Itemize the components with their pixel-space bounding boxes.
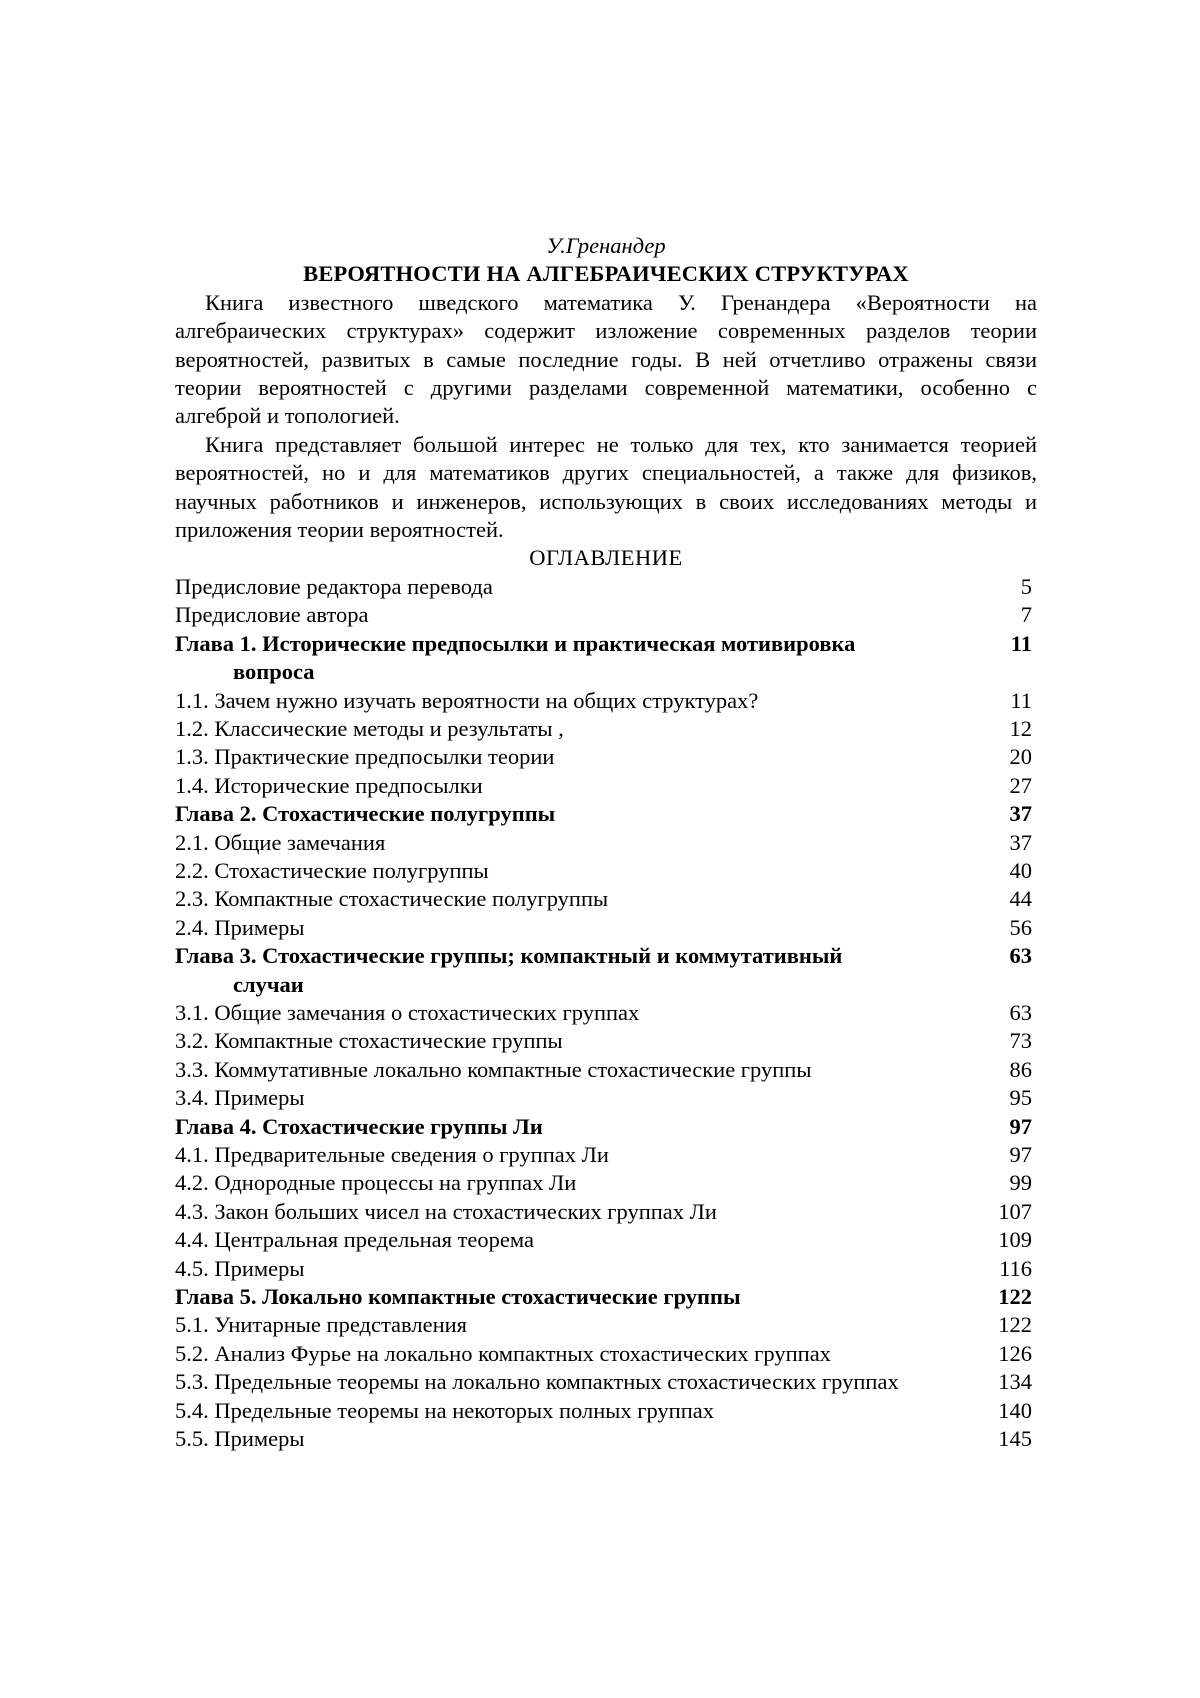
toc-entry-page: 73 xyxy=(1009,1028,1032,1054)
toc-entry-title: Глава 4. Стохастические группы Ли xyxy=(175,1113,543,1139)
toc-entry-page: 37 xyxy=(1009,801,1032,827)
toc-section-entry xyxy=(175,1198,1037,1226)
toc-section-entry xyxy=(175,1425,1037,1453)
toc-entry-title: 4.5. Примеры xyxy=(175,1255,305,1281)
toc-section-entry xyxy=(175,1141,1037,1169)
toc-section-entry xyxy=(175,999,1037,1027)
toc-entry-page: 107 xyxy=(998,1198,1032,1224)
toc-chapter-entry xyxy=(175,630,1037,687)
toc-section-entry xyxy=(175,829,1037,857)
toc-entry-page: 63 xyxy=(1009,943,1032,969)
toc-entry-title: 4.1. Предварительные сведения о группах Ли xyxy=(175,1142,609,1167)
toc-entry-title: 4.4. Центральная предельная теорема xyxy=(175,1227,534,1253)
toc-section-entry xyxy=(175,1340,1037,1368)
toc-section-entry xyxy=(175,1226,1037,1254)
toc-entry-page: 86 xyxy=(1009,1056,1032,1082)
toc-entry-title: 4.2. Однородные процессы на группах Ли xyxy=(175,1170,577,1196)
toc-entry-title: Глава 2. Стохастические полугруппы xyxy=(175,801,556,827)
book-author: У.Гренандер xyxy=(546,233,666,258)
toc-entry-page: 126 xyxy=(998,1340,1032,1366)
toc-entry-page: 145 xyxy=(998,1426,1032,1452)
toc-entry-title: 5.5. Примеры xyxy=(175,1426,305,1452)
toc-entry-page: 44 xyxy=(1009,886,1032,912)
toc-section-entry xyxy=(175,857,1037,885)
toc-entry-page: 5 xyxy=(1020,573,1032,599)
toc-section-entry xyxy=(175,1397,1037,1425)
toc-entry-title: 5.4. Предельные теоремы на некоторых полных группах xyxy=(175,1397,715,1423)
toc-entry-page: 97 xyxy=(1009,1113,1032,1139)
toc-entry-title: 4.3. Закон больших чисел на стохастических группах Ли xyxy=(175,1198,717,1224)
toc-entry-title: 5.1. Унитарные представления xyxy=(175,1312,468,1338)
toc-entry-page: 27 xyxy=(1009,772,1032,798)
toc-chapter-entry xyxy=(175,942,1037,999)
toc-section-entry xyxy=(175,1368,1037,1396)
toc-entry-page: 11 xyxy=(1010,687,1032,713)
toc-entry-page: 122 xyxy=(998,1312,1032,1338)
toc-entry-page: 37 xyxy=(1009,829,1032,855)
toc-entry-title: 1.1. Зачем нужно изучать вероятности на общих структурах? xyxy=(175,687,759,713)
toc-entry-page: 95 xyxy=(1009,1085,1032,1111)
toc-entry-page: 97 xyxy=(1009,1142,1032,1167)
toc-entry-title: Глава 1. Исторические предпосылки и практическая мотивировка вопроса xyxy=(175,630,856,685)
toc-section-entry xyxy=(175,743,1037,771)
toc-entry-title: Глава 3. Стохастические группы; компактный и коммутативный случаи xyxy=(175,943,843,997)
toc-section-entry xyxy=(175,1255,1037,1283)
toc-entry-title: 2.4. Примеры xyxy=(175,914,305,940)
toc-entry-title: 5.2. Анализ Фурье на локально компактных стохастических группах xyxy=(175,1340,831,1366)
toc-heading: ОГЛАВЛЕНИЕ xyxy=(529,545,683,571)
toc-section-entry xyxy=(175,573,1037,601)
toc-section-entry xyxy=(175,1027,1037,1055)
toc-entry-title: 1.2. Классические методы и результаты , xyxy=(175,715,564,741)
toc-section-entry xyxy=(175,715,1037,743)
toc-entry-page: 116 xyxy=(999,1255,1032,1281)
toc-entry-page: 11 xyxy=(1010,630,1032,656)
toc-section-entry xyxy=(175,885,1037,913)
toc-entry-title: 3.3. Коммутативные локально компактные стохастические группы xyxy=(175,1056,812,1082)
toc-section-entry xyxy=(175,1084,1037,1112)
toc-entry-page: 134 xyxy=(998,1369,1032,1395)
toc-entry-page: 56 xyxy=(1009,914,1032,940)
description-paragraph: Книга представляет большой интерес не только для тех, кто занимается теорией вероятностей, но и для математиков других специальностей, а также для физиков, научных работников и инженеров, использующих в своих исследованиях методы и приложения теории вероятностей. xyxy=(175,431,1037,543)
book-title: ВЕРОЯТНОСТИ НА АЛГЕБРАИЧЕСКИХ СТРУКТУРАХ xyxy=(303,261,909,287)
toc-chapter-entry xyxy=(175,800,1037,828)
toc-entry-title: 1.3. Практические предпосылки теории xyxy=(175,744,555,770)
toc-entry-page: 122 xyxy=(998,1284,1032,1310)
toc-section-entry xyxy=(175,1169,1037,1197)
toc-entry-page: 99 xyxy=(1009,1170,1032,1196)
toc-entry-title: 5.3. Предельные теоремы на локально компактных стохастических группах xyxy=(175,1369,899,1395)
toc-entry-title: Глава 5. Локально компактные стохастические группы xyxy=(175,1284,741,1310)
toc-entry-title: 3.2. Компактные стохастические группы xyxy=(175,1028,563,1054)
toc-entry-page: 7 xyxy=(1020,602,1032,628)
toc-entry-page: 63 xyxy=(1009,999,1032,1025)
toc-section-entry xyxy=(175,772,1037,800)
toc-section-entry xyxy=(175,601,1037,629)
toc-section-entry xyxy=(175,1056,1037,1084)
toc-entry-page: 109 xyxy=(998,1227,1032,1253)
toc-entry-title: 2.3. Компактные стохастические полугруппы xyxy=(175,886,609,912)
description-paragraph: Книга известного шведского математика У. Гренандера «Вероятности на алгебраических структурах» содержит изложение современных разделов теории вероятностей, развитых в самые последние годы. В ней отчетливо отражены связи теории вероятностей с другими разделами современной математики, особенно с алгеброй и топологией. xyxy=(175,289,1037,429)
toc-chapter-entry xyxy=(175,1113,1037,1141)
toc-entry-title: Предисловие редактора перевода xyxy=(175,573,493,599)
toc-section-entry xyxy=(175,687,1037,715)
document-page xyxy=(175,232,1037,1453)
toc-entry-title: Предисловие автора xyxy=(175,602,369,628)
toc-entry-title: 2.2. Стохастические полугруппы xyxy=(175,857,489,883)
toc-section-entry xyxy=(175,1311,1037,1339)
toc-entry-page: 20 xyxy=(1009,744,1032,770)
toc-entry-page: 40 xyxy=(1009,857,1032,883)
toc-entry-title: 2.1. Общие замечания xyxy=(175,829,386,855)
toc-entry-title: 3.1. Общие замечания о стохастических группах xyxy=(175,999,640,1025)
toc-section-entry xyxy=(175,914,1037,942)
toc-entry-page: 12 xyxy=(1009,715,1032,741)
toc-entry-page: 140 xyxy=(998,1397,1032,1423)
toc-entry-title: 3.4. Примеры xyxy=(175,1085,305,1111)
toc-entry-title: 1.4. Исторические предпосылки xyxy=(175,772,483,798)
table-of-contents xyxy=(175,573,1037,1454)
toc-chapter-entry xyxy=(175,1283,1037,1311)
